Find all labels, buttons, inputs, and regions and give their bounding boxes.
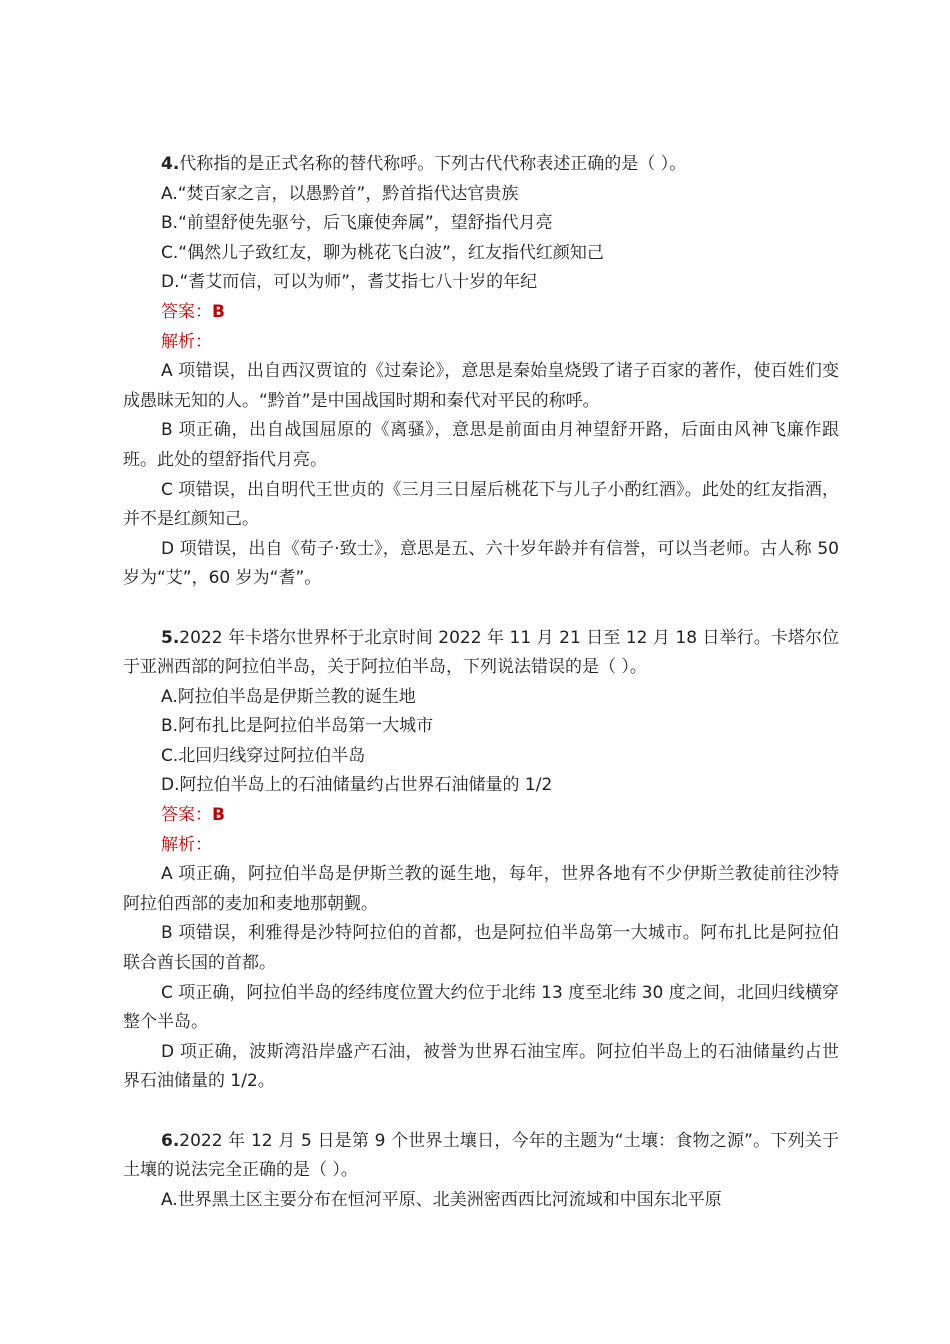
option-a: A.“焚百家之言，以愚黔首”，黔首指代达官贵族 — [161, 183, 519, 204]
question-stem-text: 代称指的是正式名称的替代称呼。下列古代代称表述正确的是（ ）。 — [179, 154, 687, 174]
analysis-paragraph-b: B 项正确，出自战国屈原的《离骚》，意思是前面由月神望舒开路，后面由风神飞廉作跟班。此处的望舒指代月亮。 — [123, 420, 839, 470]
question-6 — [123, 1127, 839, 1216]
analysis-paragraph-a: A 项正确，阿拉伯半岛是伊斯兰教的诞生地，每年，世界各地有不少伊斯兰教徒前往沙特阿拉伯西部的麦加和麦地那朝觐。 — [123, 864, 839, 914]
analysis-paragraph-b: B 项错误，利雅得是沙特阿拉伯的首都，也是阿拉伯半岛第一大城市。阿布扎比是阿拉伯联合酋长国的首都。 — [123, 923, 839, 974]
question-number: 5. — [161, 627, 180, 648]
answer-line — [123, 801, 839, 831]
answer-value: B — [212, 301, 225, 322]
question-stem — [123, 150, 839, 180]
question-4 — [123, 150, 839, 594]
question-number: 6. — [161, 1130, 180, 1151]
question-stem — [123, 624, 839, 683]
analysis-paragraph-c: C 项错误，出自明代王世贞的《三月三日屋后桃花下与儿子小酌红酒》。此处的红友指酒，并不是红颜知己。 — [123, 479, 839, 530]
analysis-paragraph-d: D 项错误，出自《荀子·致士》，意思是五、六十岁年龄并有信誉，可以当老师。古人称 50 岁为“艾”，60 岁为“耆”。 — [123, 538, 839, 589]
analysis-label: 解析： — [161, 331, 212, 352]
analysis-paragraph-c: C 项正确，阿拉伯半岛的经纬度位置大约位于北纬 13 度至北纬 30 度之间，北回归线横穿整个半岛。 — [123, 982, 839, 1033]
question-stem-text: 2022 年卡塔尔世界杯于北京时间 2022 年 11 月 21 日至 12 月 18 日举行。卡塔尔位于亚洲西部的阿拉伯半岛，关于阿拉伯半岛，下列说法错误的是（ ）。 — [123, 627, 839, 678]
answer-line — [123, 298, 839, 328]
option-a: A.世界黑土区主要分布在恒河平原、北美洲密西西比河流域和中国东北平原 — [161, 1189, 722, 1210]
option-a: A.阿拉伯半岛是伊斯兰教的诞生地 — [161, 686, 416, 707]
question-stem-text: 2022 年 12 月 5 日是第 9 个世界土壤日，今年的主题为“土壤：食物之源”。下列关于土壤的说法完全正确的是（ ）。 — [123, 1130, 839, 1181]
question-5 — [123, 624, 839, 1098]
answer-label: 答案： — [161, 805, 212, 826]
analysis-paragraph-d: D 项正确，波斯湾沿岸盛产石油，被誉为世界石油宝库。阿拉伯半岛上的石油储量约占世界石油储量的 1/2。 — [123, 1041, 839, 1092]
answer-label: 答案： — [161, 301, 212, 322]
option-c: C.北回归线穿过阿拉伯半岛 — [161, 745, 366, 766]
option-d: D.阿拉伯半岛上的石油储量约占世界石油储量的 1/2 — [161, 775, 553, 796]
analysis-paragraph-a: A 项错误，出自西汉贾谊的《过秦论》，意思是秦始皇烧毁了诸子百家的著作，使百姓们变成愚昧无知的人。“黔首”是中国战国时期和秦代对平民的称呼。 — [123, 361, 839, 411]
option-b: B.阿布扎比是阿拉伯半岛第一大城市 — [161, 716, 434, 737]
document-page — [123, 150, 839, 1215]
option-c: C.“偶然儿子致红友，聊为桃花飞白波”，红友指代红颜知己 — [161, 242, 604, 263]
analysis-label: 解析： — [161, 834, 212, 855]
option-d: D.“耆艾而信，可以为师”，耆艾指七八十岁的年纪 — [161, 272, 538, 293]
answer-value: B — [212, 805, 225, 826]
question-number: 4. — [161, 154, 180, 174]
question-stem — [123, 1127, 839, 1186]
option-b: B.“前望舒使先驱兮，后飞廉使奔属”，望舒指代月亮 — [161, 213, 553, 234]
